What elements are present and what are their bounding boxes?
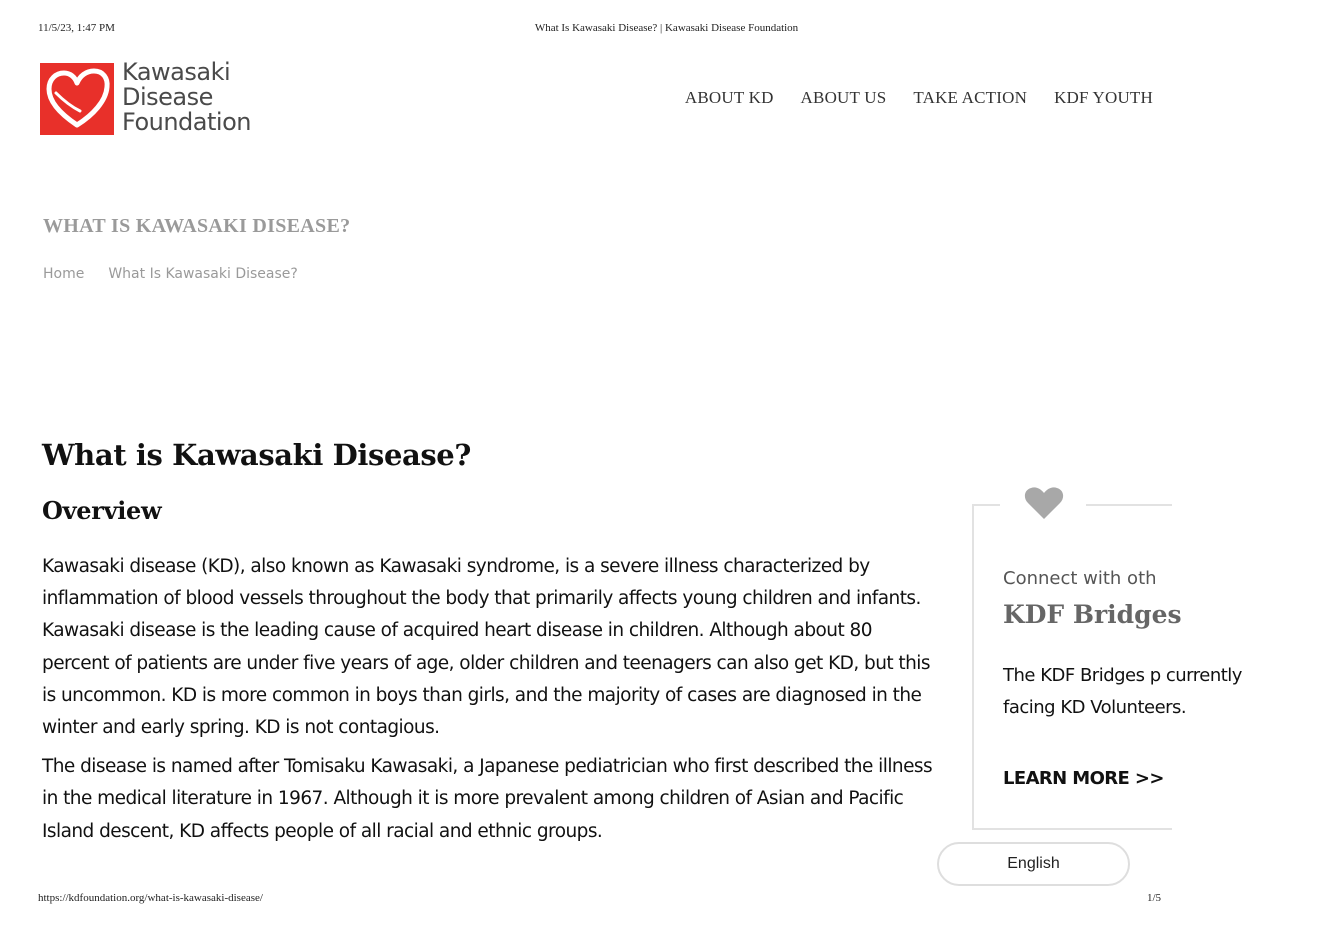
heart-icon <box>1024 486 1064 520</box>
article-content <box>42 438 942 848</box>
language-selector[interactable] <box>937 842 1130 886</box>
nav-about-us[interactable]: ABOUT US <box>800 88 887 107</box>
widget-kicker: Connect with oth <box>1003 568 1157 589</box>
logo-line: Foundation <box>122 108 251 136</box>
heart-logo-icon <box>40 63 114 135</box>
widget-text: The KDF Bridges p currently facing KD Volunteers. <box>1003 665 1242 718</box>
article-title: What is Kawasaki Disease? <box>42 438 471 472</box>
article-paragraph: Kawasaki disease (KD), also known as Kawasaki syndrome, is a severe illness characterized by inflammation of blood vessels throughout the body that primarily affects young children and infants. Kawasaki disease is the leading cause of acquired heart disease in children. Although about 80 percent of patients are under five years of age, older children and teenagers can also get KD, but this is uncommon. KD is more common in boys than girls, and the majority of cases are diagnosed in the winter and early spring. KD is not contagious. <box>42 556 930 739</box>
logo-line: Disease <box>122 83 213 111</box>
nav-kdf-youth[interactable]: KDF YOUTH <box>1054 88 1153 107</box>
print-page-title: What Is Kawasaki Disease? | Kawasaki Disease Foundation <box>534 22 799 34</box>
kdf-bridges-widget <box>972 480 1242 840</box>
language-label: English <box>1007 855 1060 872</box>
logo-wordmark <box>122 60 251 135</box>
site-logo[interactable] <box>40 60 270 140</box>
nav-take-action[interactable]: TAKE ACTION <box>913 88 1028 107</box>
article-paragraph: The disease is named after Tomisaku Kawasaki, a Japanese pediatrician who first described the illness in the medical literature in 1967. Although it is more prevalent among children of Asian and Pacific Island descent, KD affects people of all racial and ethnic groups. <box>42 756 933 842</box>
breadcrumb <box>43 266 298 282</box>
learn-more-link[interactable]: LEARN MORE >> <box>1003 768 1164 789</box>
section-heading: Overview <box>42 496 162 525</box>
print-page-number: 1/5 <box>1146 892 1161 904</box>
breadcrumb-current: What Is Kawasaki Disease? <box>108 266 298 282</box>
logo-line: Kawasaki <box>122 58 231 86</box>
breadcrumb-home-link[interactable]: Home <box>43 266 85 282</box>
print-date: 11/5/23, 1:47 PM <box>38 22 115 34</box>
main-nav <box>658 88 1153 108</box>
nav-about-kd[interactable]: ABOUT KD <box>684 88 774 107</box>
page-heading: WHAT IS KAWASAKI DISEASE? <box>43 215 351 237</box>
widget-title: KDF Bridges <box>1003 600 1182 629</box>
print-url: https://kdfoundation.org/what-is-kawasaki-disease/ <box>38 892 263 904</box>
